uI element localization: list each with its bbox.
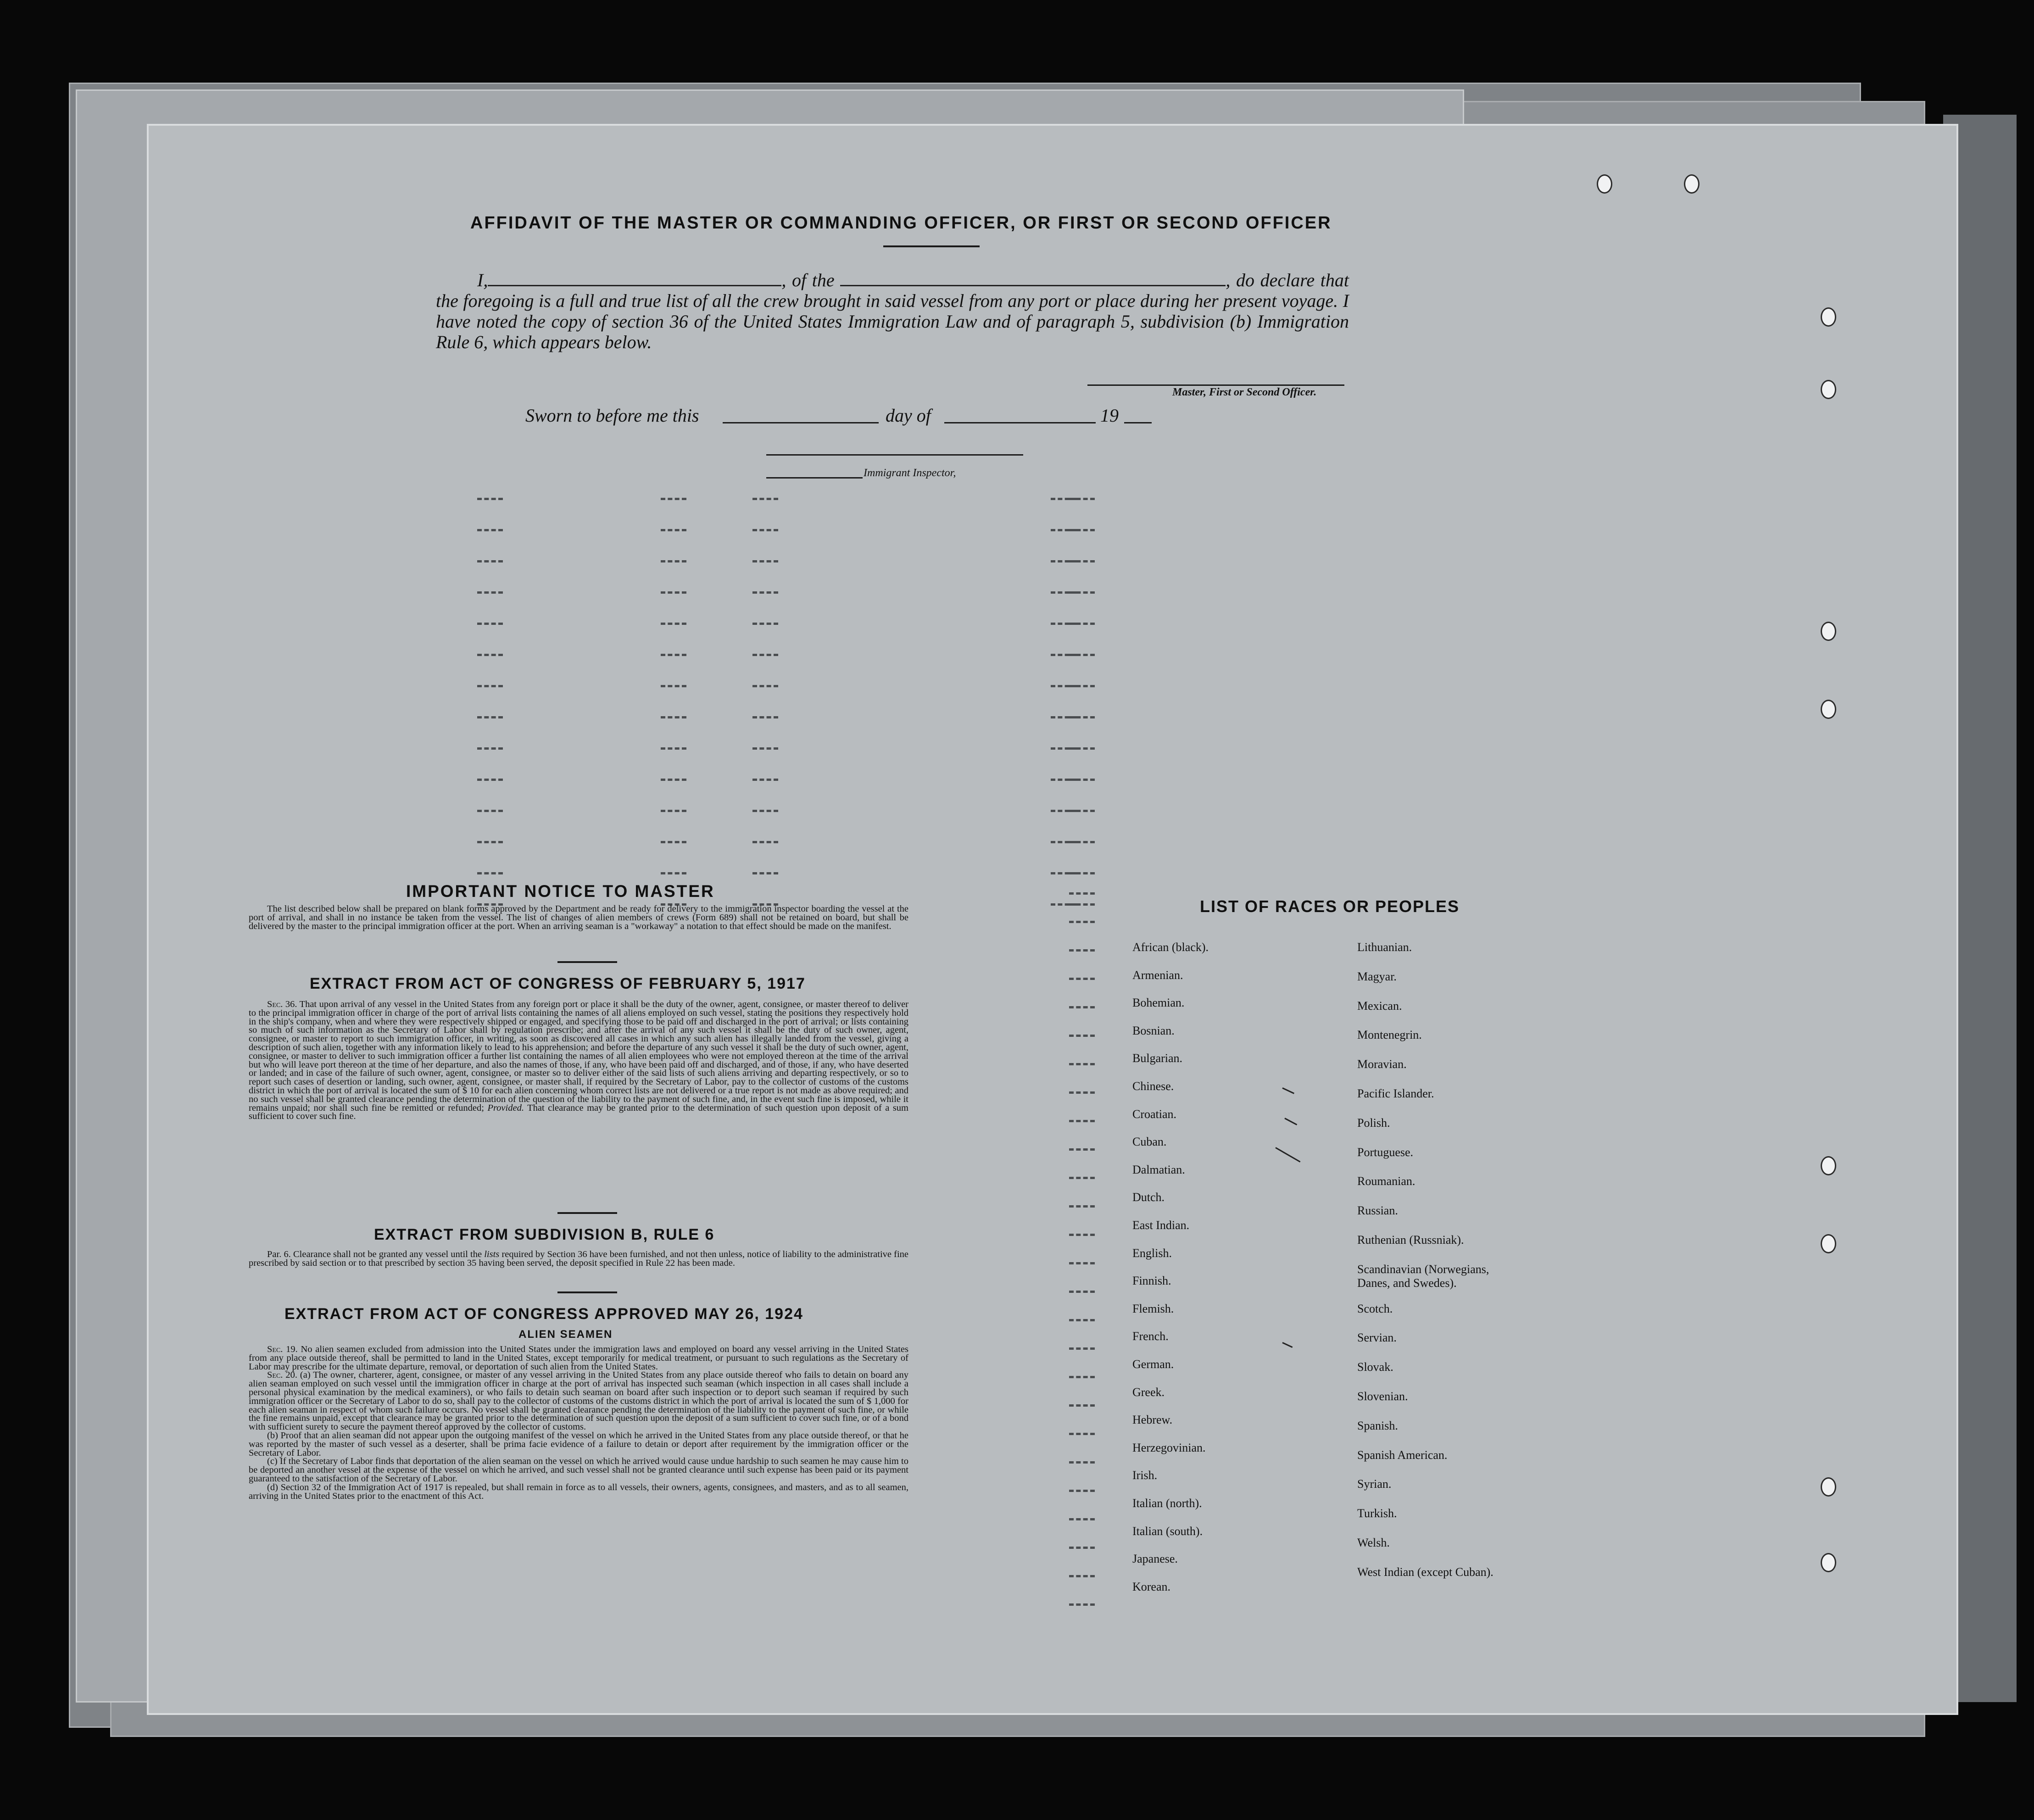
grid-dash (1069, 560, 1095, 562)
extract-1924-text (249, 1345, 908, 1500)
provided-label: Provided. (487, 1102, 524, 1113)
decl-body: that the foregoing is a full and true list of all the crew brought in said vessel from any port or place during her present voyage. I have noted the copy of section 36 of the United States Immigration Law and of paragraph 5, subdivision (b) Immigration Rule 6, which appears below. (436, 270, 1349, 352)
rule6-text-b: required by Section 36 have been furnished, and not then unless, notice of liability to the administrative fine prescribed by said section or to that prescribed by section 35 having been served, the deposit specified in Rule 22 has been made. (249, 1249, 908, 1268)
race-item: Herzegovinian. (1132, 1441, 1206, 1454)
grid-dash (661, 810, 686, 812)
inspector-line (766, 477, 863, 479)
race-item: Korean. (1132, 1580, 1171, 1593)
race-item: Flemish. (1132, 1302, 1174, 1315)
decl-of-the: , of the (781, 270, 835, 290)
race-item: Moravian. (1357, 1057, 1407, 1071)
race-item: West Indian (except Cuban). (1357, 1565, 1493, 1579)
grid-dash (477, 685, 503, 687)
race-item: Bulgarian. (1132, 1052, 1183, 1065)
grid-dash (1069, 1262, 1095, 1264)
decl-do-declare: , do declare (1226, 270, 1315, 290)
grid-dash (1069, 1603, 1095, 1606)
binder-hole (1821, 380, 1836, 399)
grid-dash (752, 591, 778, 594)
grid-dash (1069, 591, 1095, 594)
day-of-label: day of (886, 405, 931, 426)
sec19-label: Sec. 19. (267, 1344, 298, 1354)
grid-dash (477, 560, 503, 562)
grid-dash (1069, 1518, 1095, 1520)
grid-dash (1069, 978, 1095, 980)
rule6-title: EXTRACT FROM SUBDIVISION B, RULE 6 (374, 1226, 715, 1243)
alien-seamen-subtitle: ALIEN SEAMEN (518, 1328, 613, 1341)
grid-dash (1069, 1347, 1095, 1350)
race-item: Irish. (1132, 1469, 1158, 1482)
notice-paragraph: The list described below shall be prepared on blank forms approved by the Department and be ready for delivery to the immigration inspector boarding the vessel at the port of arrival, and shall in no instance be taken from the vessel. The list of changes of alien members of crews (Form 689) shall not be retained on board, but shall be delivered by the master to the principal immigration officer at the port. When an arriving seaman is a "workaway" a notation to that effect should be made on the manifest. (249, 904, 908, 931)
race-item: Scotch. (1357, 1302, 1393, 1315)
grid-dash (1069, 1291, 1095, 1293)
grid-dash (1069, 1006, 1095, 1008)
extract-1924-title: EXTRACT FROM ACT OF CONGRESS APPROVED MAY 26, 1924 (284, 1305, 803, 1323)
signature-label: Master, First or Second Officer. (1172, 386, 1317, 398)
race-item: Japanese. (1132, 1552, 1178, 1566)
race-item: Slovak. (1357, 1360, 1393, 1374)
grid-dash (752, 747, 778, 750)
race-item: Finnish. (1132, 1274, 1171, 1288)
binder-hole (1821, 1156, 1836, 1175)
grid-dash (477, 591, 503, 594)
notice-title: IMPORTANT NOTICE TO MASTER (406, 882, 715, 901)
grid-dash (661, 841, 686, 843)
binder-hole (1821, 1553, 1836, 1572)
race-item: Croatian. (1132, 1107, 1177, 1121)
race-item: French. (1132, 1330, 1169, 1343)
grid-dash (477, 498, 503, 500)
grid-dash (477, 841, 503, 843)
grid-dash (661, 654, 686, 656)
grid-dash (1069, 1091, 1095, 1094)
race-item: Slovenian. (1357, 1390, 1408, 1403)
grid-dash (477, 623, 503, 625)
grid-dash (752, 623, 778, 625)
races-title: LIST OF RACES OR PEOPLES (1200, 897, 1460, 916)
grid-dash (752, 685, 778, 687)
race-item: Ruthenian (Russniak). (1357, 1233, 1464, 1247)
race-item: Servian. (1357, 1331, 1397, 1345)
race-item: Roumanian. (1357, 1174, 1415, 1188)
grid-dash (1069, 1461, 1095, 1464)
race-item: Armenian. (1132, 968, 1183, 982)
grid-dash (1069, 1063, 1095, 1065)
binder-hole (1597, 174, 1612, 194)
grid-dash (477, 716, 503, 718)
sec36-text: That upon arrival of any vessel in the United States from any foreign port or place it shall be the duty of the owner, agent, consignee, or master thereof to deliver to the principal immigration officer in charge of the port of arrival lists containing the names of all aliens employed on such vessel, stating the positions they respectively hold in the ship's company, when and where they were respectively shipped or engaged, and specifying those to be paid off and discharged in the port of arrival; or lists containing so much of such information as the Secretary of Labor shall by regulation prescribe; and after the arrival of any such vessel it shall be the duty of such owner, agent, consignee, or master to report to such immigration officer, in writing, as soon as discovered all cases in which any such alien has illegally landed from the vessel, giving a description of such alien, together with any information likely to lead to his apprehension; and before the departure of any such vessel it shall be the duty of such owner, agent, consignee, or master to deliver to such immigration officer a further list containing the names of all alien employees who were not employed thereon at the time of the arrival but who will leave port thereon at the time of her departure, and also the names of those, if any, who have been paid off and discharged, and of those, if any, who have deserted or landed; and in case of the failure of such owner, agent, consignee, or master so to deliver either of the said lists of such aliens arriving and departing respectively, or so to report such cases of desertion or landing, such owner, agent, consignee, or master shall, if required by the Secretary of Labor, pay to the collector of customs of the customs district in which the port of arrival is located the sum of $ 10 for each alien concerning whom correct lists are not delivered or a true report is not made as above required; and no such vessel shall be granted clearance pending the determination of the question of the liability to the payment of such fine, and, in the event such fine is imposed, while it remains unpaid; nor shall such fine be remitted or refunded; (249, 999, 909, 1113)
grid-dash (1069, 1035, 1095, 1037)
provided-text: That clearance may be granted prior to the determination of such question upon deposit of a sum sufficient to cover such fine. (249, 1102, 908, 1122)
grid-dash (1069, 892, 1095, 895)
sec19-text: No alien seamen excluded from admission into the United States under the immigration laws and employed on board any vessel arriving in the United States from any place outside thereof, shall be permitted to land in the United States, except temporarily for medical treatment, or pursuant to such regulations as the Secretary of Labor may prescribe for the ultimate departure, removal, or deportation of such alien from the United States. (249, 1344, 909, 1372)
race-item: Portuguese. (1357, 1145, 1414, 1159)
race-item: Mexican. (1357, 999, 1402, 1013)
sec20-c: (c) If the Secretary of Labor finds that deportation of the alien seaman on the vessel on which he arrived would cause undue hardship to such seamen he may cause him to be deported an another vessel at the expense of the vessel on which he arrived, and such vessel shall not be granted clearance until such expense has been paid or its payment guaranteed to the satisfaction of the Secretary of Labor. (249, 1456, 908, 1484)
year-label: 19 (1100, 405, 1119, 426)
race-item: Polish. (1357, 1116, 1390, 1130)
binder-hole (1684, 174, 1700, 194)
sec36-label: Sec. 36. (267, 999, 297, 1009)
extract-1917-text (249, 1000, 908, 1121)
grid-dash (1069, 1177, 1095, 1179)
grid-dash (477, 529, 503, 531)
grid-dash (1069, 1148, 1095, 1151)
grid-dash (661, 872, 686, 874)
grid-dash (1069, 1319, 1095, 1321)
grid-dash (661, 560, 686, 562)
grid-dash (1069, 685, 1095, 687)
binder-hole (1821, 622, 1836, 641)
race-item: Montenegrin. (1357, 1028, 1422, 1042)
grid-dash (1069, 1120, 1095, 1122)
grid-dash (477, 654, 503, 656)
extract-1917-rule (557, 1212, 617, 1214)
grid-dash (1069, 1490, 1095, 1492)
sworn-label: Sworn to before me this (525, 405, 699, 426)
binder-hole (1821, 1234, 1836, 1253)
race-item: Italian (north). (1132, 1497, 1202, 1510)
grid-dash (1069, 623, 1095, 625)
grid-dash (661, 747, 686, 750)
race-item: Greek. (1132, 1385, 1165, 1399)
binder-hole (1821, 1477, 1836, 1497)
affidavit-title-rule (883, 245, 980, 247)
sec20-a: (a) The owner, charterer, agent, consignee, or master of any vessel arriving in the United States from any place outside thereof who fails to detain on board any alien seaman employed on such vessel until the immigration officer in charge at the port of arrival has inspected such seaman (which inspection in all cases shall include a personal physical examination by the medical examiners), or who fails to detain such seaman on board after such inspection or to deport such seaman if required by such immigration officer or the Secretary of Labor to do so, shall pay to the collector of customs of the customs district in which the port of arrival is located the sum of $ 1,000 for each alien seaman in respect of whom such failure occurs. No vessel shall be granted clearance pending the determination of the liability to the payment of such fine, or while the fine remains unpaid, except that clearance may be granted prior to the determination of such question upon the deposit of a sum sufficient to cover such fine, or of a bond with sufficient surety to secure the payment thereof approved by the collector of customs. (249, 1370, 909, 1432)
race-item: Spanish American. (1357, 1448, 1448, 1462)
rule6-text (249, 1250, 908, 1268)
vessel-blank (840, 271, 1226, 286)
race-item: Lithuanian. (1357, 941, 1412, 954)
grid-dash (1069, 1433, 1095, 1435)
race-item: Syrian. (1357, 1477, 1392, 1491)
grid-dash (661, 779, 686, 781)
grid-dash (1069, 1376, 1095, 1378)
binder-hole (1821, 307, 1836, 327)
decl-i: I, (477, 270, 488, 290)
race-item: Russian. (1357, 1204, 1398, 1218)
grid-dash (1069, 903, 1095, 906)
race-item: African (black). (1132, 941, 1209, 954)
grid-dash (1069, 1404, 1095, 1407)
race-item: Bohemian. (1132, 996, 1185, 1010)
sworn-year-line (1124, 422, 1152, 423)
race-item: Spanish. (1357, 1419, 1398, 1432)
grid-dash (1069, 716, 1095, 718)
grid-dash (1069, 1205, 1095, 1208)
par6-label: Par. 6. (267, 1249, 291, 1259)
grid-dash (1069, 949, 1095, 952)
race-item: Chinese. (1132, 1080, 1174, 1093)
grid-dash (661, 685, 686, 687)
signature-line (1087, 384, 1344, 386)
race-item: English. (1132, 1246, 1172, 1260)
grid-dash (1069, 1234, 1095, 1236)
notice-rule (557, 961, 617, 963)
grid-dash (752, 872, 778, 874)
race-item: Turkish. (1357, 1507, 1397, 1520)
inspector-line-top (766, 454, 1023, 456)
grid-dash (1069, 779, 1095, 781)
sworn-day-line (723, 422, 879, 423)
race-item: Bosnian. (1132, 1024, 1175, 1037)
grid-dash (477, 872, 503, 874)
grid-dash (752, 560, 778, 562)
sec20-d: (d) Section 32 of the Immigration Act of 1917 is repealed, but shall remain in force as to all vessels, their owners, agents, consignees, and masters, and as to all seamen, arriving in the United States prior to the enactment of this Act. (249, 1482, 908, 1501)
rule6-rule (557, 1291, 617, 1293)
name-blank (488, 271, 781, 286)
grid-dash (1069, 654, 1095, 656)
notice-text (249, 905, 908, 930)
race-item: Hebrew. (1132, 1413, 1173, 1427)
grid-dash (1069, 498, 1095, 500)
grid-dash (752, 716, 778, 718)
race-item: Italian (south). (1132, 1524, 1203, 1538)
race-item: Magyar. (1357, 969, 1397, 983)
grid-dash (1069, 841, 1095, 843)
sworn-month-line (944, 422, 1096, 423)
grid-dash (1069, 529, 1095, 531)
sec20-label: Sec. 20. (267, 1370, 297, 1380)
grid-dash (752, 810, 778, 812)
grid-dash (752, 498, 778, 500)
grid-dash (661, 591, 686, 594)
race-item: Cuban. (1132, 1135, 1167, 1149)
grid-dash (477, 747, 503, 750)
grid-dash (1069, 872, 1095, 874)
grid-dash (1069, 1547, 1095, 1549)
extract-1917-title: EXTRACT FROM ACT OF CONGRESS OF FEBRUARY 5, 1917 (310, 975, 806, 992)
grid-dash (661, 529, 686, 531)
lists-word: lists (484, 1249, 500, 1259)
declaration (436, 270, 1349, 352)
grid-dash (752, 654, 778, 656)
race-item: Dalmatian. (1132, 1163, 1185, 1176)
grid-dash (661, 498, 686, 500)
race-item: Scandinavian (Norwegians, Danes, and Swedes). (1357, 1262, 1489, 1290)
grid-dash (1069, 921, 1095, 923)
grid-dash (752, 779, 778, 781)
grid-dash (661, 623, 686, 625)
grid-dash (752, 841, 778, 843)
race-item: Welsh. (1357, 1536, 1390, 1549)
race-item: Pacific Islander. (1357, 1087, 1434, 1100)
rule6-text-a: Clearance shall not be granted any vessel until the (293, 1249, 482, 1259)
grid-dash (477, 779, 503, 781)
sec20-b: (b) Proof that an alien seaman did not appear upon the outgoing manifest of the vessel on which he arrived in the United States from any place outside thereof, or that he was reported by the master of such vessel as a deserter, shall be prima facie evidence of a failure to detain or deport after requirement by the immigration officer or the Secretary of Labor. (249, 1430, 908, 1458)
affidavit-title: AFFIDAVIT OF THE MASTER OR COMMANDING OFFICER, OR FIRST OR SECOND OFFICER (470, 213, 1332, 233)
race-item: Dutch. (1132, 1191, 1165, 1204)
grid-dash (477, 810, 503, 812)
grid-dash (1069, 747, 1095, 750)
binder-hole (1821, 700, 1836, 719)
grid-dash (661, 716, 686, 718)
inspector-label: Immigrant Inspector, (864, 467, 956, 479)
grid-dash (1069, 1575, 1095, 1577)
grid-dash (1069, 810, 1095, 812)
race-item: German. (1132, 1358, 1174, 1371)
grid-dash (752, 529, 778, 531)
race-item: East Indian. (1132, 1219, 1190, 1232)
